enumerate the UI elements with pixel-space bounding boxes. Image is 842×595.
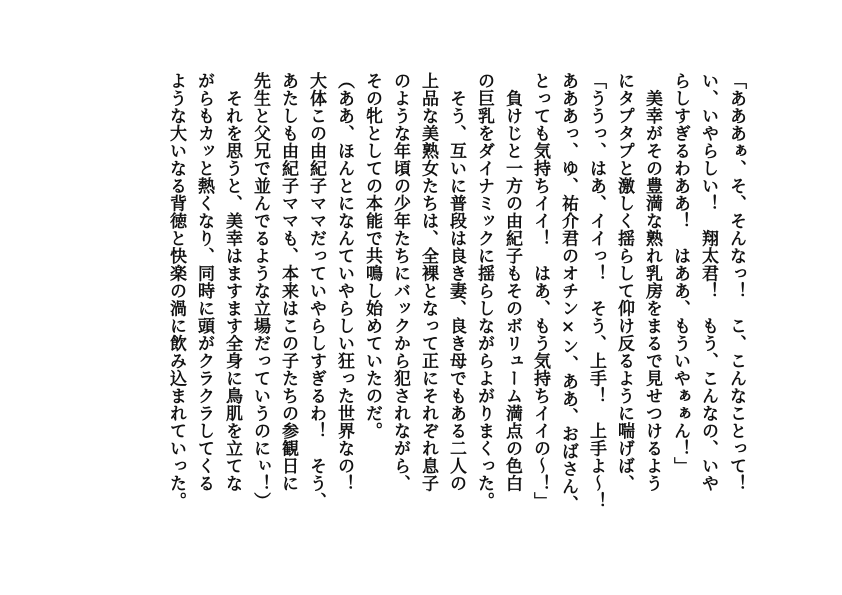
text-line: らしすぎるわああ！ はああ、もういやぁぁん！」 [670,72,690,475]
text-line: 「ううっ、はあ、イイっ！ そう、上手！ 上手よ～！ [586,72,606,510]
text-line: 先生と父兄で並んでるような立場だっていうのにぃ！） [250,72,270,510]
vertical-text-body [162,72,750,532]
text-line: のような年頃の少年たちにバックから犯されながら、 [390,72,410,492]
text-line: い、いやらしい！ 翔太君！ もう、こんなの、いや [698,72,718,492]
text-line: 上品な美熟女たちは、全裸となって正にそれぞれ息子 [418,72,438,492]
text-line: にタプタプと激しく揺らして仰け反るように喘げば、 [614,72,634,492]
text-line: 負けじと一方の由紀子もそのボリューム満点の色白 [502,72,522,492]
text-line: そう、互いに普段は良き妻、良き母でもある二人の [446,72,466,492]
text-line: その牝としての本能で共鳴し始めていたのだ。 [362,72,382,440]
text-line: あたしも由紀子ママも、本来はこの子たちの参観日に [278,72,298,492]
text-line: ような大いなる背徳と快楽の渦に飲み込まれていった。 [166,72,186,510]
text-line: の巨乳をダイナミックに揺らしながらよがりまくった。 [474,72,494,510]
text-line: がらもカッと熱くなり、同時に頭がクラクラしてくる [194,72,214,492]
text-line: あああっ、ゆ、祐介君のオチン×ン、ああ、おばさん、 [558,72,578,513]
text-line: 大体この由紀子ママだっていやらしすぎるわ！ そう、 [306,72,326,510]
text-line: とっても気持ちイイ！ はあ、もう気持ちイイの～！」 [530,72,550,510]
text-line: それを思うと、美幸はますます全身に鳥肌を立てな [222,72,242,492]
text-line: （ああ、ほんとになんていやらしい狂った世界なの！ [334,72,354,492]
text-line: 美幸がその豊満な熟れ乳房をまるで見せつけるよう [642,72,662,492]
text-line: 「あああぁ、そ、そんなっ！ こ、こんなことって！ [726,72,746,492]
